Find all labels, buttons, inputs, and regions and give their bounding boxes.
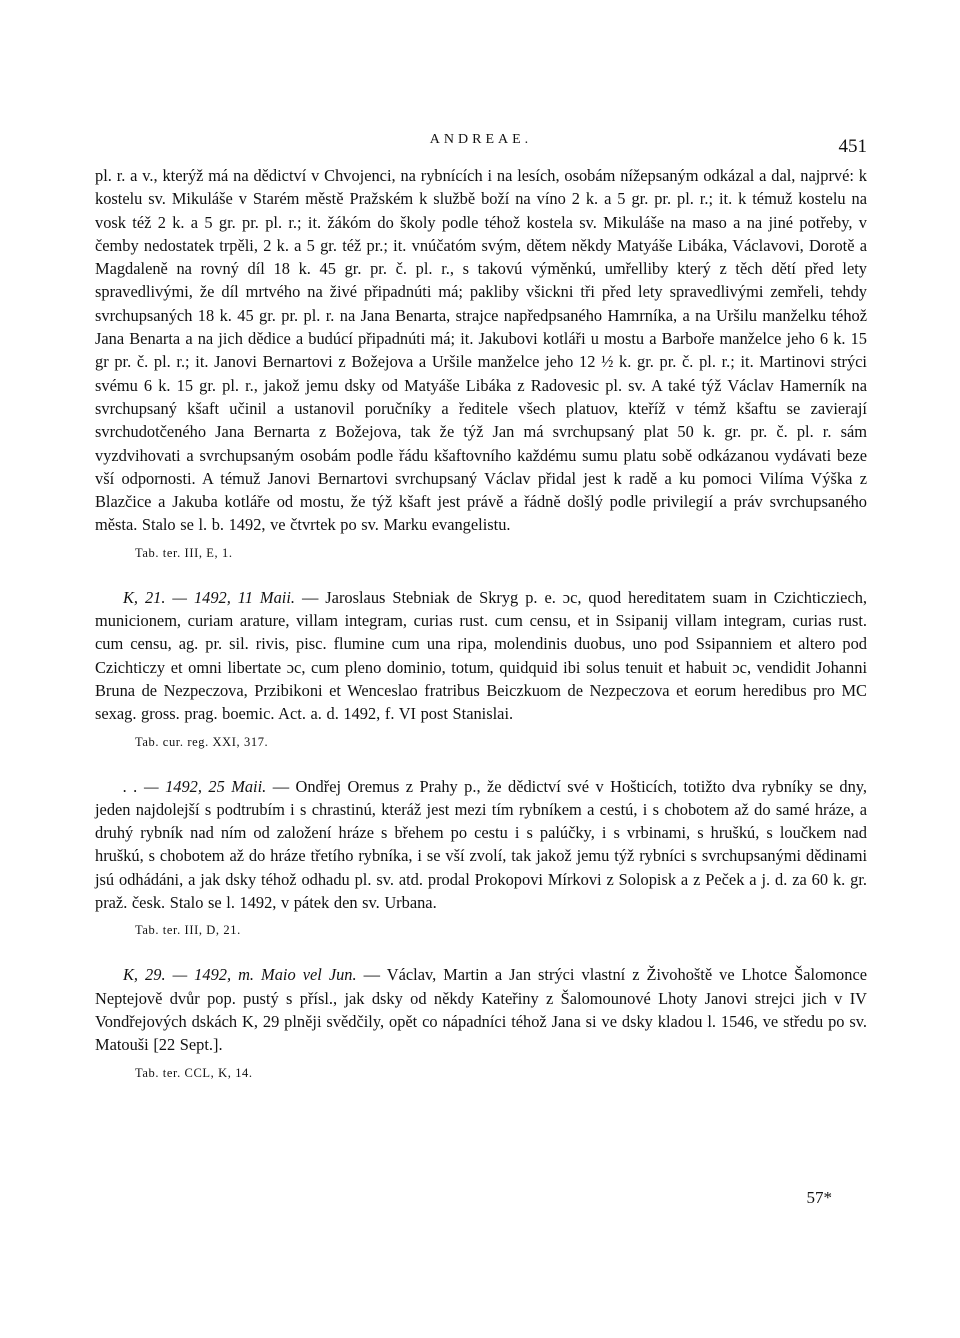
entry-paragraph	[95, 586, 867, 726]
page-content	[95, 128, 867, 1082]
signature-mark: 57*	[806, 1188, 832, 1207]
entry-paragraph	[95, 775, 867, 915]
running-title: ANDREAE.	[429, 132, 533, 147]
entry-citation: Tab. ter. CCL, K, 14.	[135, 1065, 253, 1080]
running-header	[95, 128, 867, 164]
entry-body: pl. r. a v., kterýž má na dědictví v Chvojenci, na rybnících i na lesích, osobám nížepsaným odkázal a dal, najprvé: k kostelu sv. Mikuláše v Starém městě Pražském k službě boží na víno 2 k. a 5 gr. pr. pl. r.; it. k témuž kostelu na vosk též 2 k. a 5 gr. pr. pl. r.; it. žákóm do školy podle téhož kostela sv. Mikuláše na maso a na jiné potřeby, v čemby nedostatek trpěli, 2 k. a 5 gr. též pr.; it. vnúčatóm svým, dětem někdy Matyáše Libáka, Václavovi, Dorotě a Magdaleně na rovný díl 18 k. 45 gr. pr. č. pl. r., s takovú výměnkú, umřelliby který z těch dětí před lety spravedlivými, že díl mrtvého na živé připadnúti má; pakliby všickni tři před lety spravedlivými zemřeli, tehdy svrchupsaných 18 k. 45 gr. pr. pl. r. na Jana Benarta, strajce napředpsaného Hamrníka, a na Uršilu manželku téhož Jana Benarta a na jich dědice a budúcí připadnúti má; it. Jakubovi kotláři u mostu a Barboře manželce jeho 6 k. 15 gr pr. č. pl. r.; it. Janovi Bernartovi z Božejova a Uršile manželce jeho 12 ½ k. gr. pr. č. pl. r.; it. Martinovi strýci svému 6 k. 15 gr. pl. r., jakož jemu dsky od Matyáše Libáka z Radovesic pl. sv. A také týž Václav Hamerník na svrchupsaný kšaft učinil a ustanovil poručníky a ředitele všech platuov, kteříž v témž kšaftu se zavierají svrchudotčeného Jana Bernarta z Božejova, tak že týž Jan má svrchupsaný plat 50 k. gr. pr. č. pl. r. sám vyzdvihovati a svrchupsaným osobám podle řádu kšaftovního každému sumu platu sobě odkázanou vydávati beze vší odpornosti. A témuž Janovi Bernartovi svrchupsaný Václav přidal jest k radě a ku pomoci Vilíma Výška z Blazčice a Jakuba kotláře od mostu, že týž kšaft jest právě a řádně došlý podle privilegií a práv svrchupsaného města. Stalo se l. b. 1492, ve čtvrtek po sv. Marku evangelistu.	[95, 166, 867, 535]
entry-lead: . . — 1492, 25 Maii.	[123, 776, 267, 796]
entry-separator	[95, 562, 867, 586]
entry-body: — Jaroslaus Stebniak de Skryg p. e. ɔc, quod hereditatem suam in Czichticziech, municionem, curiam arature, villam integram, curias rust. cum censu, et in Ssipanij villam integram, curias rust. cum censu, ag. pr. sil. rivis, pisc. flumine cum una ripa, molendinis duobus, uno pod Ssipanniem et altero pod Czichticzy et omni libertate ɔc, cum pleno dominio, totum, quidquid ibi solus tenuit et habuit ɔc, vendidit Johanni Bruna de Nezpeczova, Przibikoni et Wenceslao fratribus Beiczkuom de Nezpeczova et eorum heredibus pro MC sexag. gross. prag. boemic. Act. a. d. 1492, f. VI post Stanislai.	[95, 587, 868, 724]
entry-citation: Tab. cur. reg. XXI, 317.	[135, 734, 269, 749]
entry-body: — Ondřej Oremus z Prahy p., že dědictví své v Hošticích, totižto dva rybníky se dny, jeden najdolejší s podtrubím i s chrastinú, kteráž jest mezi tím rybníkem a cestú, i s chobotem až do samé hráze, a druhý rybník nad ním od založení hráze s břehem po cestu i s palúčky, i s vrbinami, s hruškú, s loučkem nad hruškú, s chobotem až do hráze třetího rybníka, i se vší zvolí, tak jakož jemu týž rybníci s svrchupsanými dědinami jsú odhádáni, a jak dsky téhož odhadu pl. sv. atd. prodal Prokopovi Mírkovi z Solopisk a z Peček a j. d. za 60 k. gr. praž. česk. Stalo se l. 1492, v pátek den sv. Urbana.	[95, 776, 867, 913]
entry-separator	[95, 751, 867, 775]
entry-body: — Václav, Martin a Jan strýci vlastní z Živohoště ve Lhotce Šalomonce Neptejově dvůr pop. pustý s přísl., jak dsky od někdy Kateřiny z Šalomounové Lhoty Janovi strejci jich v IV Vondřejových dskách K, 29 plněji svědčily, opět co nápadníci téhož Jana si ve dsky kladou l. 1546, ve středu po sv. Matouši [22 Sept.].	[95, 965, 867, 1055]
entry-lhotka	[95, 963, 867, 1081]
entry-czichticzie	[95, 586, 867, 751]
entry-citation: Tab. ter. III, D, 21.	[135, 923, 241, 938]
entry-paragraph	[95, 963, 867, 1056]
entry-hostice	[95, 775, 867, 940]
entry-testament	[95, 164, 867, 562]
entry-separator	[95, 939, 867, 963]
page-number: 451	[838, 136, 867, 157]
entry-citation: Tab. ter. III, E, 1.	[135, 545, 233, 560]
entry-lead: K, 29. — 1492, m. Maio vel Jun.	[123, 965, 357, 985]
entry-lead: K, 21. — 1492, 11 Maii.	[123, 587, 295, 607]
